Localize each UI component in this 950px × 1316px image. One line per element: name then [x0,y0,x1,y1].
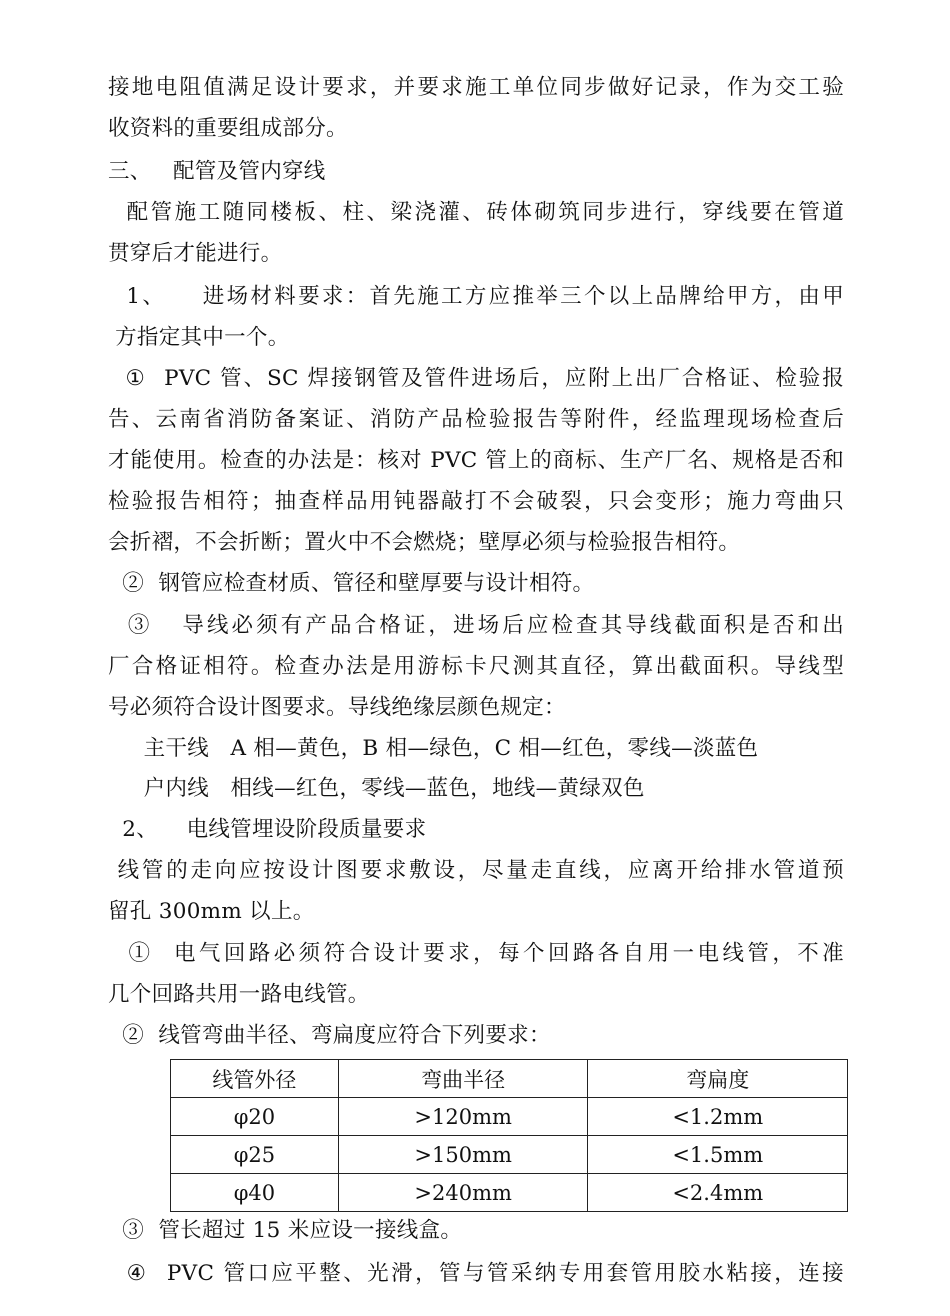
paragraph-line: 收资料的重要组成部分。 [108,116,348,141]
paragraph-line: 留孔 300mm 以上。 [108,899,315,924]
subsection-heading: 1、 进场材料要求：首先施工方应推举三个以上品牌给甲方，由甲 [108,284,844,309]
list-item: ④ PVC 管口应平整、光滑，管与管采纳专用套管用胶水粘接，连接 [108,1261,844,1286]
table-row [171,1136,848,1174]
table-header-cell: 线管外径 [171,1060,339,1098]
paragraph-line: 告、云南省消防备案证、消防产品检验报告等附件，经监理现场检查后 [108,407,844,432]
table-cell: >240mm [338,1174,588,1212]
table-cell: φ20 [171,1098,339,1136]
paragraph-line: 配管施工随同楼板、柱、梁浇灌、砖体砌筑同步进行，穿线要在管道 [108,200,844,225]
table-cell: >150mm [338,1136,588,1174]
paragraph-line: 方指定其中一个。 [108,325,290,350]
bend-spec-table [170,1059,848,1212]
table-cell: >120mm [338,1098,588,1136]
list-item: ③ 导线必须有产品合格证，进场后应检查其导线截面积是否和出 [108,613,844,638]
table-row [171,1098,848,1136]
paragraph-line: 会折褶，不会折断；置火中不会燃烧；壁厚必须与检验报告相符。 [108,530,741,555]
table-cell: <1.5mm [588,1136,848,1174]
list-item: ③ 管长超过 15 米应设一接线盒。 [108,1218,463,1243]
table-cell: <1.2mm [588,1098,848,1136]
table-header-cell: 弯曲半径 [338,1060,588,1098]
list-item: ② 钢管应检查材质、管径和壁厚要与设计相符。 [108,571,595,596]
color-rule-line: 户内线 相线—红色，零线—蓝色，地线—黄绿双色 [108,776,645,801]
table-cell: φ25 [171,1136,339,1174]
table-cell: φ40 [171,1174,339,1212]
list-item: ② 线管弯曲半径、弯扁度应符合下列要求： [108,1023,551,1048]
subsection-heading: 2、 电线管埋设阶段质量要求 [108,817,427,842]
list-item: ① 电气回路必须符合设计要求，每个回路各自用一电线管，不准 [108,941,844,966]
table-cell: <2.4mm [588,1174,848,1212]
paragraph-line: 接地电阻值满足设计要求，并要求施工单位同步做好记录，作为交工验 [108,75,844,100]
paragraph-line: 贯穿后才能进行。 [108,241,283,266]
paragraph-line: 号必须符合设计图要求。导线绝缘层颜色规定： [108,695,566,720]
color-rule-line: 主干线 A 相—黄色，B 相—绿色，C 相—红色，零线—淡蓝色 [108,736,759,761]
paragraph-line: 厂合格证相符。检查办法是用游标卡尺测其直径，算出截面积。导线型 [108,654,844,679]
paragraph-line: 才能使用。检查的办法是：核对 PVC 管上的商标、生产厂名、规格是否和 [108,448,844,473]
paragraph-line: 几个回路共用一路电线管。 [108,982,370,1007]
paragraph-line: 检验报告相符；抽查样品用钝器敲打不会破裂，只会变形；施力弯曲只 [108,489,844,514]
table-row [171,1174,848,1212]
section-heading: 三、 配管及管内穿线 [108,159,326,184]
table-header-cell: 弯扁度 [588,1060,848,1098]
list-item: ① PVC 管、SC 焊接钢管及管件进场后，应附上出厂合格证、检验报 [108,366,844,391]
table-header-row [171,1060,848,1098]
paragraph-line: 线管的走向应按设计图要求敷设，尽量走直线，应离开给排水管道预 [108,858,844,883]
